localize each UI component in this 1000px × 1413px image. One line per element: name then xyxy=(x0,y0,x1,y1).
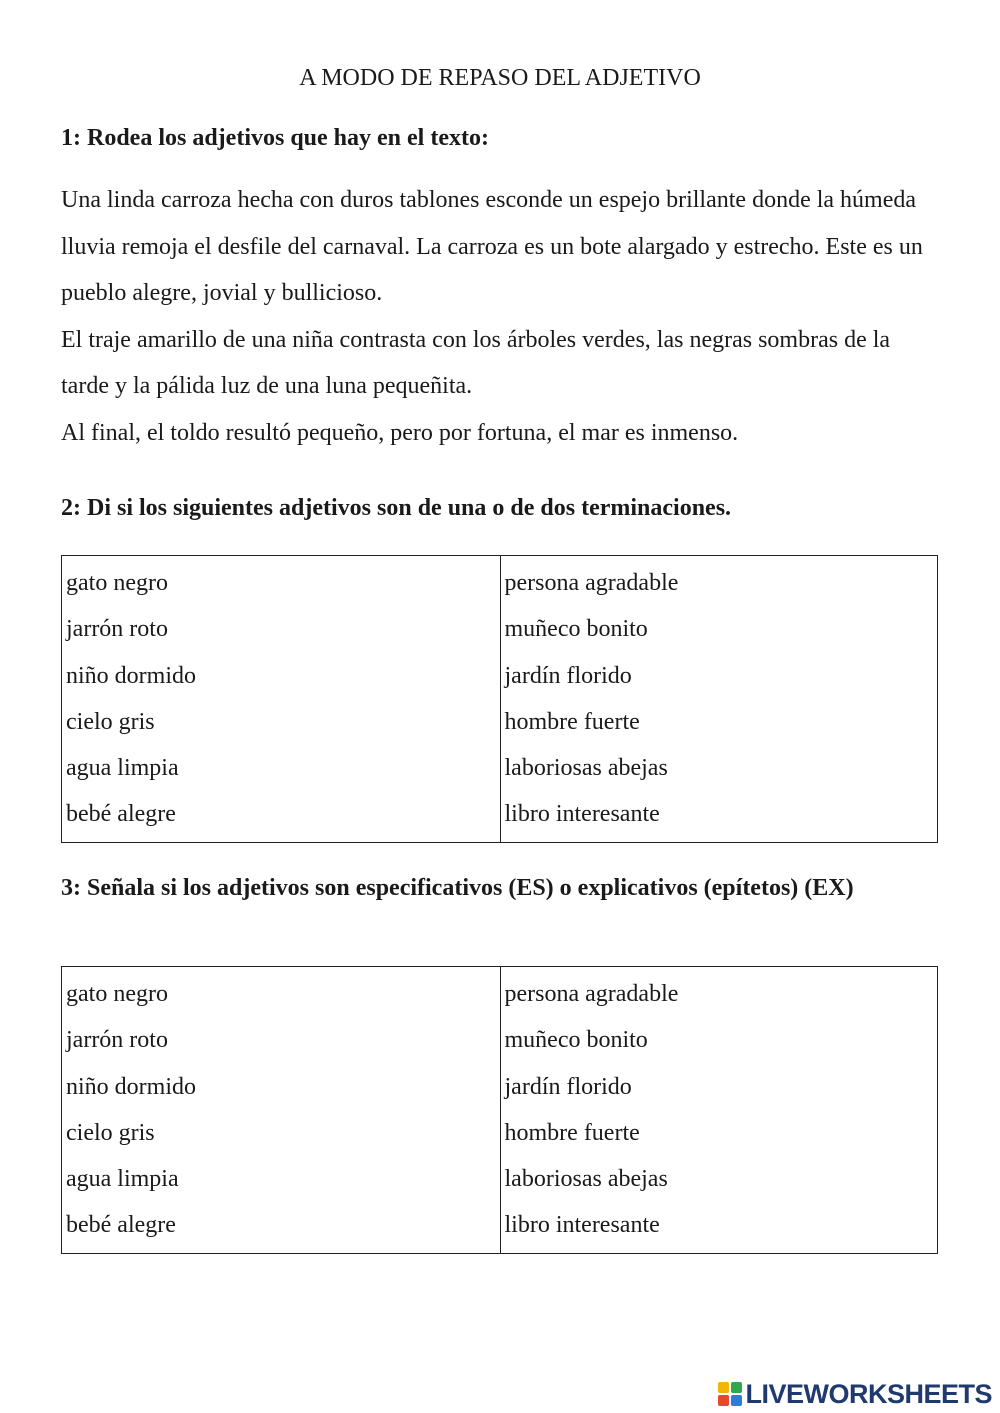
exercise-text xyxy=(61,177,941,456)
liveworksheets-logo xyxy=(718,1379,992,1409)
table-cell[interactable]: persona agradable xyxy=(504,981,679,1007)
section-3-heading: 3: Señala si los adjetivos son especificativos (ES) o explicativos (epítetos) (EX) xyxy=(61,875,854,901)
table-cell[interactable]: gato negro xyxy=(66,981,168,1007)
section-2-heading: 2: Di si los siguientes adjetivos son de una o de dos terminaciones. xyxy=(61,495,732,521)
exercise-paragraph: Al final, el toldo resultó pequeño, pero por fortuna, el mar es inmenso. xyxy=(61,419,739,446)
table-cell[interactable]: muñeco bonito xyxy=(504,616,648,643)
logo-square xyxy=(731,1382,742,1393)
table-column-right xyxy=(500,556,938,842)
table-cell[interactable]: jarrón roto xyxy=(66,1027,168,1054)
table-cell[interactable]: agua limpia xyxy=(66,755,179,782)
exercise-paragraph: Una linda carroza hecha con duros tablones esconde un espejo brillante donde la húmeda lluvia remoja el desfile del carnaval. La carroza es un bote alargado y estrecho. Este es un pueblo alegre, jovial y bullicioso. xyxy=(61,187,923,306)
table-cell[interactable]: jardín florido xyxy=(504,1073,632,1100)
section-2-table xyxy=(61,555,938,843)
table-cell[interactable]: laboriosas abejas xyxy=(504,755,668,782)
table-column-left xyxy=(62,967,500,1253)
table-cell[interactable]: persona agradable xyxy=(504,570,679,596)
table-cell[interactable]: niño dormido xyxy=(66,662,196,689)
table-cell[interactable]: hombre fuerte xyxy=(504,1119,640,1146)
table-cell[interactable]: hombre fuerte xyxy=(504,708,640,735)
table-cell[interactable]: agua limpia xyxy=(66,1166,179,1193)
table-cell[interactable]: cielo gris xyxy=(66,1119,155,1146)
table-cell[interactable]: gato negro xyxy=(66,570,168,596)
liveworksheets-logo-icon xyxy=(718,1382,742,1406)
table-cell[interactable]: libro interesante xyxy=(504,801,660,828)
table-cell[interactable]: jardín florido xyxy=(504,662,632,689)
table-column-right xyxy=(500,967,938,1253)
logo-square xyxy=(718,1382,729,1393)
logo-square xyxy=(731,1395,742,1406)
table-cell[interactable]: laboriosas abejas xyxy=(504,1166,668,1193)
section-3-table xyxy=(61,966,938,1254)
table-column-left xyxy=(62,556,500,842)
table-cell[interactable]: bebé alegre xyxy=(66,1212,176,1239)
table-cell[interactable]: cielo gris xyxy=(66,708,155,735)
logo-text: LIVEWORKSHEETS xyxy=(745,1378,992,1409)
page-title: A MODO DE REPASO DEL ADJETIVO xyxy=(299,65,701,91)
section-1-heading: 1: Rodea los adjetivos que hay en el texto: xyxy=(61,125,489,151)
table-cell[interactable]: libro interesante xyxy=(504,1212,660,1239)
exercise-paragraph: El traje amarillo de una niña contrasta con los árboles verdes, las negras sombras de la tarde y la pálida luz de una luna pequeñita. xyxy=(61,326,891,399)
logo-square xyxy=(718,1395,729,1406)
table-cell[interactable]: jarrón roto xyxy=(66,616,168,643)
table-cell[interactable]: niño dormido xyxy=(66,1073,196,1100)
table-cell[interactable]: bebé alegre xyxy=(66,801,176,828)
table-cell[interactable]: muñeco bonito xyxy=(504,1027,648,1054)
